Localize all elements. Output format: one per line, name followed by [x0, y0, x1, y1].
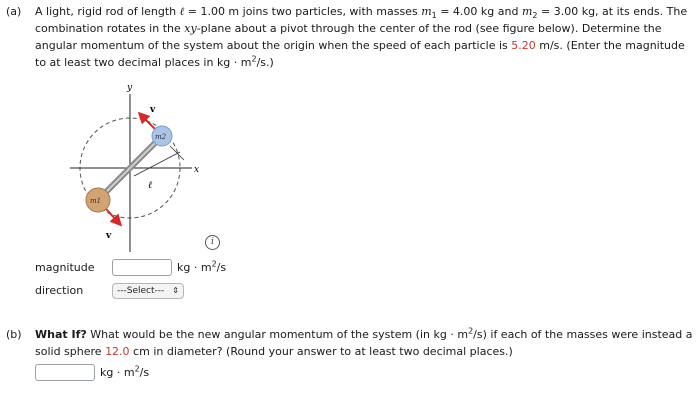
direction-select[interactable]: ---Select--- ⇕	[112, 283, 184, 299]
mass-m2-label: m2	[155, 133, 167, 141]
part-a-text: A light, rigid rod of length ℓ = 1.00 m joins two particles, with masses $m_1 = 4.00$ kg and $m_2 = 3.00$ kg, at its ends. The combination rotates in the xy-plane about a pivot through the center of the rod (see figure below). Determine the angular momentum of the system about the origin when the speed of each particle is 5.20 m/s. (Enter the magnitude to at least two decimal places in kg · $m^2/s$.)	[35, 5, 688, 69]
length-label: ℓ	[148, 180, 153, 191]
magnitude-input[interactable]	[112, 259, 172, 276]
part-b-unit: kg · $m^2/s$	[100, 364, 150, 379]
velocity-label-bottom: v	[106, 231, 112, 241]
part-a-label: (a)	[6, 5, 22, 18]
diameter-value: 12.0	[105, 345, 130, 358]
rotating-rod-figure	[70, 80, 220, 260]
direction-label: direction	[35, 284, 84, 297]
part-b-text: What If? What would be the new angular momentum of the system (in kg · $m^2/s$) if each of the masses were instead a solid sphere 12.0 cm in diameter? (Round your answer to at least two decimal places.)	[35, 326, 693, 358]
info-icon[interactable]: i	[205, 235, 220, 250]
y-axis-label: y	[127, 83, 133, 93]
part-b-input[interactable]	[35, 364, 95, 381]
velocity-label-top: v	[150, 105, 156, 115]
part-b-question	[6, 326, 696, 360]
x-axis-label: x	[194, 165, 200, 175]
magnitude-label: magnitude	[35, 261, 95, 274]
speed-value: 5.20	[511, 39, 536, 52]
mass-m1-label: m1	[90, 197, 102, 205]
magnitude-unit: kg · $m^2/s$	[177, 259, 227, 274]
part-a-question	[6, 3, 696, 71]
part-b-label: (b)	[6, 328, 22, 341]
select-updown-icon: ⇕	[172, 286, 179, 295]
